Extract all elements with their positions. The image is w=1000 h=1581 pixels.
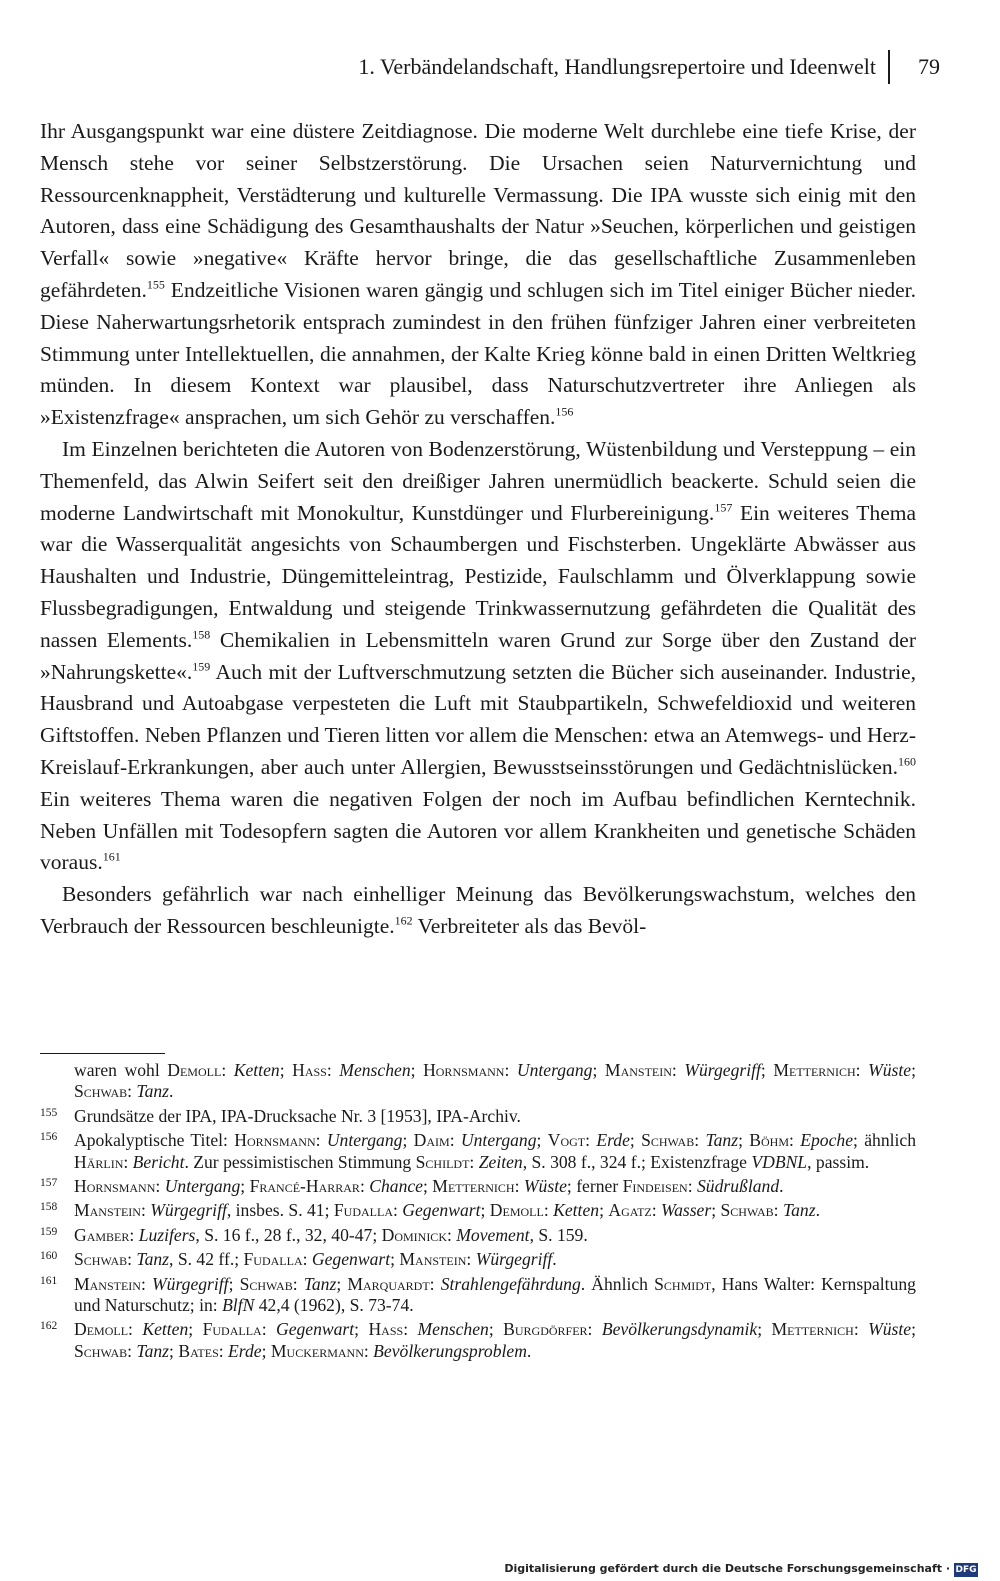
footnote-160: 160 Schwab: Tanz, S. 42 ff.; Fudalla: Gegenwart; Manstein: Würgegriff. <box>40 1249 916 1270</box>
footnote-number: 155 <box>40 1106 58 1119</box>
footnote-161: 161 Manstein: Würgegriff; Schwab: Tanz; Marquardt: Strahlengefährdung. Ähnlich Schmidt, Hans Walter: Kernspaltung und Naturschutz; in: BlfN 42,4 (1962), S. 73-74. <box>40 1274 916 1317</box>
main-text <box>40 116 916 943</box>
paragraph-text: Besonders gefährlich war nach einhelliger Meinung das Bevölkerungswachstum, welches den Verbrauch der Ressourcen beschleunigte. <box>40 882 916 938</box>
dfg-logo-icon: DFG <box>955 1565 977 1575</box>
footnote-text: Grundsätze der IPA, IPA-Drucksache Nr. 3 [1953], IPA-Archiv. <box>74 1105 521 1126</box>
footnote-number: 158 <box>40 1201 58 1214</box>
page-number: 79 <box>918 54 940 79</box>
running-title: 1. Verbändelandschaft, Handlungsrepertoire und Ideenwelt <box>358 54 876 79</box>
footnote-ref: 161 <box>102 849 121 864</box>
footnote-162: 162 Demoll: Ketten; Fudalla: Gegenwart; Hass: Menschen; Burgdörfer: Bevölkerungsdynamik; Metternich: Wüste; Schwab: Tanz; Bates: Erde; Muckermann: Bevölkerungsproblem. <box>40 1319 916 1362</box>
footnote-number: 162 <box>40 1320 58 1333</box>
paragraph-text: Ein weiteres Thema waren die negativen Folgen der noch im Aufbau befindlichen Kerntechnik. Neben Unfällen mit Todesopfern sagten die Autoren vor allem Krankheiten und genetische Schäden voraus. <box>40 786 916 875</box>
paragraph-2 <box>40 434 916 879</box>
footnote-ref: 160 <box>898 754 916 769</box>
footnote-ref: 155 <box>146 277 165 292</box>
paragraph-text: Im Einzelnen berichteten die Autoren von Bodenzerstörung, Wüstenbildung und Versteppung – ein Themenfeld, das Alwin Seifert seit den dreißiger Jahren unermüdlich beackerte. Schuld seien die moderne Landwirtschaft mit Monokultur, Kunstdünger und Flurbereinigung. <box>40 436 916 525</box>
footnote-ref: 158 <box>192 627 211 642</box>
footnote-number: 159 <box>40 1225 58 1238</box>
digitization-credit: Digitalisierung gefördert durch die Deutsche Forschungsgemeinschaft · <box>504 1562 950 1575</box>
footnote-number: 160 <box>40 1250 58 1263</box>
footnote-157: 157 Hornsmann: Untergang; Francé-Harrar: Chance; Metternich: Wüste; ferner Findeisen: Südrußland. <box>40 1176 916 1197</box>
footnotes <box>40 1060 916 1365</box>
header-rule <box>888 50 890 84</box>
footnote-155 <box>40 1106 916 1127</box>
footnote-156: 156 Apokalyptische Titel: Hornsmann: Untergang; Daim: Untergang; Vogt: Erde; Schwab: Tanz; Böhm: Epoche; ähnlich Härlin: Bericht. Zur pessimistischen Stimmung Schildt: Zeiten, S. 308 f., 324 f.; Existenzfrage VDBNL, passim. <box>40 1130 916 1173</box>
paragraph-text: Ein weiteres Thema war die Wasserqualität angesichts von Schaumbergen und Fischsterben. Ungeklärte Abwässer aus Haushalten und Industrie, Düngemitteleintrag, Pestizide, Faulschlamm und Ölverklappung sowie Flussbegradigungen, Entwaldung und steigende Trinkwassernutzung gefährdeten die Qualität des nassen Elements. <box>40 500 917 652</box>
footnote-ref: 157 <box>714 500 733 515</box>
footnote-number: 157 <box>40 1177 58 1190</box>
paragraph-text: Chemikalien in Lebensmitteln waren Grund zur Sorge über den Zustand der »Nahrungskette«. <box>40 627 916 684</box>
footnote-number: 156 <box>40 1131 58 1144</box>
paragraph-3 <box>40 879 916 943</box>
paragraph-text: Auch mit der Luftverschmutzung setzten die Bücher sich auseinander. Industrie, Hausbrand und Autoabgase verpesteten die Luft mit Staubpartikeln, Schwefeldioxid und weiteren Giftstoffen. Neben Pflanzen und Tieren litten vor allem die Menschen: etwa an Atemwegs- und Herz-Kreislauf-Erkrankungen, aber auch unter Allergien, Bewusstseinsstörungen und Gedächtnislücken. <box>40 659 916 779</box>
footnote-159: 159 Gamber: Luzifers, S. 16 f., 28 f., 32, 40-47; Dominick: Movement, S. 159. <box>40 1225 916 1246</box>
footnote-separator <box>40 1053 165 1054</box>
footnote-ref: 159 <box>192 659 211 674</box>
footnote-158: 158 Manstein: Würgegriff, insbes. S. 41; Fudalla: Gegenwart; Demoll: Ketten; Agatz: Wasser; Schwab: Tanz. <box>40 1200 916 1221</box>
footnote-number: 161 <box>40 1274 58 1287</box>
footnote-ref: 162 <box>394 913 413 928</box>
paragraph-text: Endzeitliche Visionen waren gängig und schlugen sich im Titel einiger Bücher nieder. Diese Naherwartungsrhetorik entsprach zumindest in den frühen fünfziger Jahren einer verbreiteten Stimmung unter Intellektuellen, die annahmen, der Kalte Krieg könne bald in einen Dritten Weltkrieg münden. In diesem Kontext war plausibel, dass Naturschutzvertreter ihre Anliegen als »Existenzfrage« ansprachen, um sich Gehör zu verschaffen. <box>40 277 916 430</box>
running-header <box>40 50 940 90</box>
paragraph-text: Verbreiteter als das Bevöl- <box>412 913 647 938</box>
footnote-ref: 156 <box>555 404 574 419</box>
paragraph-1 <box>40 116 916 434</box>
paragraph-text: Ihr Ausgangspunkt war eine düstere Zeitdiagnose. Die moderne Welt durchlebe eine tiefe Krise, der Mensch stehe vor seiner Selbstzerstörung. Die Ursachen seien Naturvernichtung und Ressourcenknappheit, Verstädterung und kulturelle Vermassung. Die IPA wusste sich einig mit den Autoren, dass eine Schädigung des Gesamthaushalts der Natur »Seuchen, körperlichen und geistigen Verfall« sowie »negative« Kräfte hervor bringe, die das gesellschaftliche Zusammenleben gefährdeten. <box>40 119 916 302</box>
footnote-continuation: waren wohl Demoll: Ketten; Hass: Menschen; Hornsmann: Untergang; Manstein: Würgegriff; Metternich: Wüste; Schwab: Tanz. <box>74 1060 916 1102</box>
